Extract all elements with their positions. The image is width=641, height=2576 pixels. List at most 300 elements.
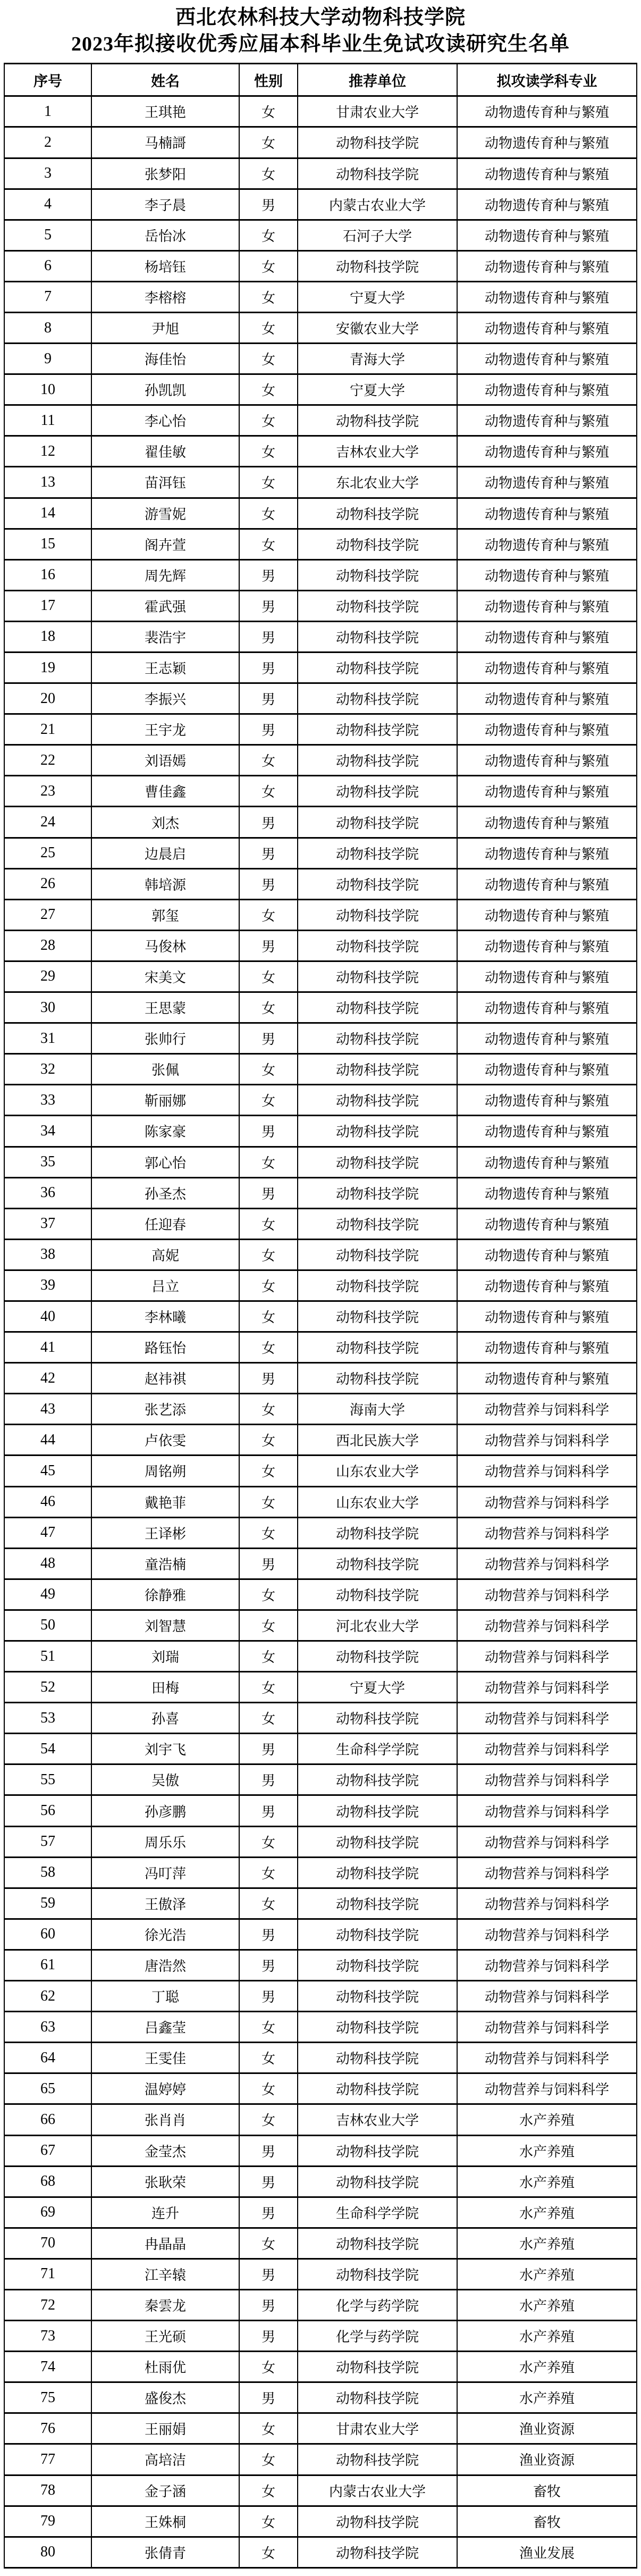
table-row — [4, 745, 637, 776]
cell-sex: 男 — [239, 2321, 298, 2352]
cell-major: 动物遗传育种与繁殖 — [457, 498, 637, 529]
cell-no: 46 — [4, 1486, 91, 1517]
cell-unit: 动物科技学院 — [298, 2043, 457, 2073]
cell-no: 11 — [4, 405, 91, 436]
cell-sex: 女 — [239, 961, 298, 992]
cell-no: 7 — [4, 281, 91, 312]
cell-name: 靳丽娜 — [91, 1085, 239, 1116]
cell-name: 王译彬 — [91, 1517, 239, 1548]
cell-major: 动物遗传育种与繁殖 — [457, 868, 637, 899]
cell-unit: 东北农业大学 — [298, 467, 457, 498]
table-row — [4, 498, 637, 529]
table-row — [4, 2321, 637, 2352]
cell-sex: 女 — [239, 1517, 298, 1548]
cell-major: 动物营养与饲料科学 — [457, 1857, 637, 1888]
roster-table — [4, 63, 637, 2569]
cell-sex: 女 — [239, 2537, 298, 2567]
cell-no: 9 — [4, 344, 91, 374]
cell-unit: 动物科技学院 — [298, 899, 457, 930]
cell-sex: 男 — [239, 807, 298, 838]
cell-no: 5 — [4, 220, 91, 250]
cell-name: 郭玺 — [91, 899, 239, 930]
cell-sex: 女 — [239, 776, 298, 807]
table-row — [4, 1363, 637, 1394]
cell-major: 动物遗传育种与繁殖 — [457, 838, 637, 868]
cell-major: 畜牧 — [457, 2475, 637, 2506]
cell-name: 路钰怡 — [91, 1332, 239, 1363]
cell-major: 动物遗传育种与繁殖 — [457, 405, 637, 436]
table-header-row — [4, 64, 637, 96]
cell-unit: 西北民族大学 — [298, 1425, 457, 1456]
table-row — [4, 2289, 637, 2320]
table-row — [4, 2475, 637, 2506]
cell-no: 33 — [4, 1085, 91, 1116]
cell-sex: 男 — [239, 2197, 298, 2228]
cell-major: 动物营养与饲料科学 — [457, 1579, 637, 1610]
cell-name: 霍武强 — [91, 590, 239, 621]
cell-name: 张帅行 — [91, 1023, 239, 1054]
table-row — [4, 344, 637, 374]
cell-major: 动物遗传育种与繁殖 — [457, 127, 637, 158]
cell-major: 动物遗传育种与繁殖 — [457, 776, 637, 807]
cell-name: 王雯佳 — [91, 2043, 239, 2073]
table-row — [4, 1425, 637, 1456]
table-row — [4, 2012, 637, 2043]
cell-sex: 女 — [239, 1857, 298, 1888]
cell-name: 王光硕 — [91, 2321, 239, 2352]
cell-sex: 女 — [239, 1826, 298, 1857]
cell-unit: 动物科技学院 — [298, 1517, 457, 1548]
cell-unit: 动物科技学院 — [298, 1177, 457, 1208]
cell-unit: 动物科技学院 — [298, 930, 457, 961]
cell-major: 动物遗传育种与繁殖 — [457, 189, 637, 220]
cell-unit: 石河子大学 — [298, 220, 457, 250]
cell-name: 江辛辕 — [91, 2259, 239, 2289]
cell-unit: 动物科技学院 — [298, 2073, 457, 2104]
cell-no: 49 — [4, 1579, 91, 1610]
cell-name: 郭心怡 — [91, 1147, 239, 1177]
table-row — [4, 220, 637, 250]
cell-no: 79 — [4, 2506, 91, 2537]
cell-name: 连升 — [91, 2197, 239, 2228]
cell-no: 52 — [4, 1672, 91, 1703]
cell-name: 张艺添 — [91, 1394, 239, 1425]
cell-no: 68 — [4, 2166, 91, 2197]
cell-major: 动物遗传育种与繁殖 — [457, 467, 637, 498]
table-row — [4, 1332, 637, 1363]
cell-no: 32 — [4, 1054, 91, 1085]
cell-major: 动物营养与饲料科学 — [457, 1672, 637, 1703]
cell-unit: 动物科技学院 — [298, 1919, 457, 1950]
cell-name: 张倩青 — [91, 2537, 239, 2567]
cell-sex: 女 — [239, 1888, 298, 1919]
cell-unit: 动物科技学院 — [298, 2506, 457, 2537]
cell-major: 动物遗传育种与繁殖 — [457, 529, 637, 559]
table-body — [4, 96, 637, 2568]
cell-no: 19 — [4, 653, 91, 683]
table-row — [4, 807, 637, 838]
cell-major: 动物遗传育种与繁殖 — [457, 1147, 637, 1177]
cell-major: 水产养殖 — [457, 2166, 637, 2197]
cell-unit: 宁夏大学 — [298, 374, 457, 405]
cell-major: 动物遗传育种与繁殖 — [457, 1239, 637, 1270]
cell-name: 岳怡冰 — [91, 220, 239, 250]
cell-unit: 动物科技学院 — [298, 529, 457, 559]
cell-major: 动物营养与饲料科学 — [457, 1919, 637, 1950]
cell-no: 18 — [4, 621, 91, 652]
cell-no: 22 — [4, 745, 91, 776]
cell-name: 任迎春 — [91, 1208, 239, 1239]
cell-no: 14 — [4, 498, 91, 529]
cell-sex: 女 — [239, 127, 298, 158]
cell-no: 48 — [4, 1548, 91, 1579]
cell-unit: 动物科技学院 — [298, 1981, 457, 2012]
cell-name: 裴浩宇 — [91, 621, 239, 652]
cell-sex: 女 — [239, 1239, 298, 1270]
cell-unit: 动物科技学院 — [298, 1579, 457, 1610]
table-row — [4, 2382, 637, 2413]
cell-name: 张梦阳 — [91, 158, 239, 189]
cell-unit: 动物科技学院 — [298, 1950, 457, 1980]
cell-name: 吕立 — [91, 1270, 239, 1301]
cell-name: 李振兴 — [91, 683, 239, 714]
table-row — [4, 96, 637, 127]
cell-unit: 动物科技学院 — [298, 405, 457, 436]
cell-sex: 女 — [239, 498, 298, 529]
cell-sex: 男 — [239, 1548, 298, 1579]
cell-no: 74 — [4, 2352, 91, 2382]
cell-unit: 动物科技学院 — [298, 961, 457, 992]
cell-major: 动物遗传育种与繁殖 — [457, 1301, 637, 1332]
table-row — [4, 1826, 637, 1857]
cell-unit: 动物科技学院 — [298, 2259, 457, 2289]
cell-no: 62 — [4, 1981, 91, 2012]
cell-no: 25 — [4, 838, 91, 868]
table-row — [4, 529, 637, 559]
cell-unit: 动物科技学院 — [298, 1270, 457, 1301]
cell-no: 56 — [4, 1795, 91, 1826]
cell-sex: 女 — [239, 2043, 298, 2073]
cell-sex: 女 — [239, 1301, 298, 1332]
cell-name: 高培洁 — [91, 2444, 239, 2475]
cell-name: 王志颖 — [91, 653, 239, 683]
cell-unit: 山东农业大学 — [298, 1456, 457, 1486]
cell-major: 动物遗传育种与繁殖 — [457, 1177, 637, 1208]
cell-sex: 男 — [239, 1919, 298, 1950]
cell-sex: 女 — [239, 344, 298, 374]
cell-no: 21 — [4, 714, 91, 745]
document-title-line1: 西北农林科技大学动物科技学院 — [175, 6, 466, 29]
cell-unit: 动物科技学院 — [298, 1764, 457, 1795]
table-row — [4, 838, 637, 868]
cell-no: 59 — [4, 1888, 91, 1919]
cell-sex: 女 — [239, 1456, 298, 1486]
cell-major: 动物遗传育种与繁殖 — [457, 683, 637, 714]
cell-sex: 男 — [239, 930, 298, 961]
cell-no: 43 — [4, 1394, 91, 1425]
cell-sex: 男 — [239, 1764, 298, 1795]
table-row — [4, 2073, 637, 2104]
table-row — [4, 1734, 637, 1764]
cell-unit: 动物科技学院 — [298, 1857, 457, 1888]
table-row — [4, 590, 637, 621]
cell-major: 水产养殖 — [457, 2352, 637, 2382]
cell-no: 35 — [4, 1147, 91, 1177]
cell-sex: 女 — [239, 899, 298, 930]
cell-no: 12 — [4, 436, 91, 467]
cell-no: 16 — [4, 559, 91, 590]
cell-no: 72 — [4, 2289, 91, 2320]
cell-unit: 动物科技学院 — [298, 2444, 457, 2475]
cell-no: 28 — [4, 930, 91, 961]
cell-unit: 化学与药学院 — [298, 2289, 457, 2320]
cell-unit: 动物科技学院 — [298, 653, 457, 683]
cell-name: 温婷婷 — [91, 2073, 239, 2104]
cell-sex: 女 — [239, 2012, 298, 2043]
cell-unit: 动物科技学院 — [298, 1826, 457, 1857]
cell-sex: 女 — [239, 281, 298, 312]
cell-major: 动物遗传育种与繁殖 — [457, 281, 637, 312]
table-row — [4, 2506, 637, 2537]
table-row — [4, 683, 637, 714]
cell-sex: 男 — [239, 714, 298, 745]
cell-major: 动物营养与饲料科学 — [457, 1456, 637, 1486]
cell-sex: 女 — [239, 1672, 298, 1703]
cell-sex: 男 — [239, 1177, 298, 1208]
cell-sex: 女 — [239, 405, 298, 436]
cell-major: 动物营养与饲料科学 — [457, 1425, 637, 1456]
table-row — [4, 467, 637, 498]
table-row — [4, 2135, 637, 2166]
cell-major: 动物遗传育种与繁殖 — [457, 250, 637, 281]
cell-name: 秦雲龙 — [91, 2289, 239, 2320]
cell-sex: 女 — [239, 250, 298, 281]
cell-major: 动物营养与饲料科学 — [457, 1486, 637, 1517]
cell-sex: 女 — [239, 1394, 298, 1425]
cell-sex: 男 — [239, 590, 298, 621]
cell-no: 8 — [4, 312, 91, 343]
cell-sex: 女 — [239, 1425, 298, 1456]
table-row — [4, 250, 637, 281]
document-title-line2: 2023年拟接收优秀应届本科毕业生免试攻读研究生名单 — [71, 33, 570, 56]
cell-unit: 动物科技学院 — [298, 621, 457, 652]
cell-name: 刘瑞 — [91, 1641, 239, 1672]
cell-major: 动物遗传育种与繁殖 — [457, 1085, 637, 1116]
cell-sex: 女 — [239, 1579, 298, 1610]
cell-sex: 女 — [239, 529, 298, 559]
cell-unit: 动物科技学院 — [298, 2012, 457, 2043]
cell-major: 动物营养与饲料科学 — [457, 1610, 637, 1641]
cell-major: 动物营养与饲料科学 — [457, 1548, 637, 1579]
cell-sex: 女 — [239, 2104, 298, 2135]
cell-name: 王傲泽 — [91, 1888, 239, 1919]
table-row — [4, 2352, 637, 2382]
cell-sex: 女 — [239, 1610, 298, 1641]
table-row — [4, 992, 637, 1023]
cell-major: 动物营养与饲料科学 — [457, 1764, 637, 1795]
cell-no: 63 — [4, 2012, 91, 2043]
table-row — [4, 1981, 637, 2012]
cell-sex: 男 — [239, 1116, 298, 1147]
cell-name: 刘语嫣 — [91, 745, 239, 776]
cell-no: 10 — [4, 374, 91, 405]
table-row — [4, 374, 637, 405]
col-header-sex: 性别 — [239, 64, 298, 96]
cell-sex: 男 — [239, 683, 298, 714]
cell-major: 水产养殖 — [457, 2289, 637, 2320]
cell-major: 动物遗传育种与繁殖 — [457, 312, 637, 343]
cell-name: 王姝桐 — [91, 2506, 239, 2537]
cell-name: 冯叮萍 — [91, 1857, 239, 1888]
cell-name: 金子涵 — [91, 2475, 239, 2506]
cell-unit: 动物科技学院 — [298, 838, 457, 868]
cell-sex: 女 — [239, 2352, 298, 2382]
cell-major: 动物营养与饲料科学 — [457, 1734, 637, 1764]
table-row — [4, 1394, 637, 1425]
cell-major: 动物营养与饲料科学 — [457, 2043, 637, 2073]
col-header-no: 序号 — [4, 64, 91, 96]
table-row — [4, 776, 637, 807]
cell-no: 20 — [4, 683, 91, 714]
cell-sex: 男 — [239, 1981, 298, 2012]
cell-name: 金莹杰 — [91, 2135, 239, 2166]
cell-major: 动物遗传育种与繁殖 — [457, 621, 637, 652]
table-row — [4, 2104, 637, 2135]
cell-major: 动物遗传育种与繁殖 — [457, 653, 637, 683]
cell-unit: 内蒙古农业大学 — [298, 2475, 457, 2506]
table-row — [4, 1147, 637, 1177]
cell-name: 李子晨 — [91, 189, 239, 220]
table-row — [4, 2259, 637, 2289]
table-row — [4, 158, 637, 189]
table-row — [4, 1116, 637, 1147]
cell-major: 动物遗传育种与繁殖 — [457, 1116, 637, 1147]
table-row — [4, 1548, 637, 1579]
cell-name: 马俊林 — [91, 930, 239, 961]
cell-sex: 女 — [239, 1641, 298, 1672]
cell-unit: 动物科技学院 — [298, 807, 457, 838]
cell-major: 动物营养与饲料科学 — [457, 1826, 637, 1857]
cell-unit: 动物科技学院 — [298, 1147, 457, 1177]
cell-no: 71 — [4, 2259, 91, 2289]
cell-name: 周乐乐 — [91, 1826, 239, 1857]
cell-sex: 女 — [239, 2444, 298, 2475]
cell-major: 动物营养与饲料科学 — [457, 1517, 637, 1548]
table-row — [4, 1888, 637, 1919]
cell-unit: 动物科技学院 — [298, 559, 457, 590]
cell-name: 吕鑫莹 — [91, 2012, 239, 2043]
cell-unit: 动物科技学院 — [298, 1703, 457, 1734]
cell-unit: 安徽农业大学 — [298, 312, 457, 343]
table-row — [4, 1054, 637, 1085]
table-row — [4, 1672, 637, 1703]
cell-sex: 男 — [239, 1023, 298, 1054]
cell-name: 杜雨优 — [91, 2352, 239, 2382]
cell-name: 孙凯凯 — [91, 374, 239, 405]
table-row — [4, 2413, 637, 2444]
cell-name: 周先辉 — [91, 559, 239, 590]
cell-unit: 动物科技学院 — [298, 2135, 457, 2166]
cell-name: 李林曦 — [91, 1301, 239, 1332]
cell-no: 1 — [4, 96, 91, 127]
cell-unit: 山东农业大学 — [298, 1486, 457, 1517]
cell-name: 王琪艳 — [91, 96, 239, 127]
cell-name: 唐浩然 — [91, 1950, 239, 1980]
cell-sex: 女 — [239, 1270, 298, 1301]
cell-no: 26 — [4, 868, 91, 899]
cell-sex: 男 — [239, 868, 298, 899]
cell-unit: 动物科技学院 — [298, 2537, 457, 2567]
cell-no: 24 — [4, 807, 91, 838]
table-row — [4, 1239, 637, 1270]
cell-major: 动物遗传育种与繁殖 — [457, 807, 637, 838]
cell-name: 杨培钰 — [91, 250, 239, 281]
cell-no: 64 — [4, 2043, 91, 2073]
cell-unit: 动物科技学院 — [298, 1363, 457, 1394]
cell-unit: 河北农业大学 — [298, 1610, 457, 1641]
cell-name: 陈家豪 — [91, 1116, 239, 1147]
table-row — [4, 1950, 637, 1980]
cell-major: 动物营养与饲料科学 — [457, 1795, 637, 1826]
cell-no: 67 — [4, 2135, 91, 2166]
cell-unit: 内蒙古农业大学 — [298, 189, 457, 220]
table-row — [4, 868, 637, 899]
cell-sex: 女 — [239, 1147, 298, 1177]
cell-major: 动物营养与饲料科学 — [457, 1981, 637, 2012]
cell-name: 王思蒙 — [91, 992, 239, 1023]
cell-sex: 女 — [239, 745, 298, 776]
table-row — [4, 930, 637, 961]
cell-unit: 宁夏大学 — [298, 1672, 457, 1703]
cell-name: 卢依雯 — [91, 1425, 239, 1456]
cell-name: 吴傲 — [91, 1764, 239, 1795]
cell-sex: 男 — [239, 189, 298, 220]
cell-sex: 女 — [239, 312, 298, 343]
table-row — [4, 2197, 637, 2228]
cell-no: 53 — [4, 1703, 91, 1734]
cell-unit: 动物科技学院 — [298, 992, 457, 1023]
cell-sex: 男 — [239, 838, 298, 868]
cell-sex: 男 — [239, 2289, 298, 2320]
cell-sex: 男 — [239, 1795, 298, 1826]
cell-no: 69 — [4, 2197, 91, 2228]
cell-no: 2 — [4, 127, 91, 158]
table-row — [4, 436, 637, 467]
cell-no: 4 — [4, 189, 91, 220]
cell-major: 动物遗传育种与繁殖 — [457, 992, 637, 1023]
cell-major: 动物遗传育种与繁殖 — [457, 930, 637, 961]
cell-major: 渔业资源 — [457, 2444, 637, 2475]
cell-no: 37 — [4, 1208, 91, 1239]
table-row — [4, 2043, 637, 2073]
cell-no: 80 — [4, 2537, 91, 2567]
cell-unit: 动物科技学院 — [298, 1332, 457, 1363]
cell-major: 动物营养与饲料科学 — [457, 2073, 637, 2104]
cell-major: 动物遗传育种与繁殖 — [457, 714, 637, 745]
cell-no: 29 — [4, 961, 91, 992]
cell-unit: 动物科技学院 — [298, 250, 457, 281]
col-header-unit: 推荐单位 — [298, 64, 457, 96]
cell-no: 17 — [4, 590, 91, 621]
cell-major: 动物遗传育种与繁殖 — [457, 436, 637, 467]
table-row — [4, 1023, 637, 1054]
cell-unit: 动物科技学院 — [298, 1301, 457, 1332]
col-header-name: 姓名 — [91, 64, 239, 96]
table-row — [4, 1456, 637, 1486]
cell-unit: 动物科技学院 — [298, 714, 457, 745]
cell-major: 水产养殖 — [457, 2197, 637, 2228]
cell-major: 动物营养与饲料科学 — [457, 1888, 637, 1919]
